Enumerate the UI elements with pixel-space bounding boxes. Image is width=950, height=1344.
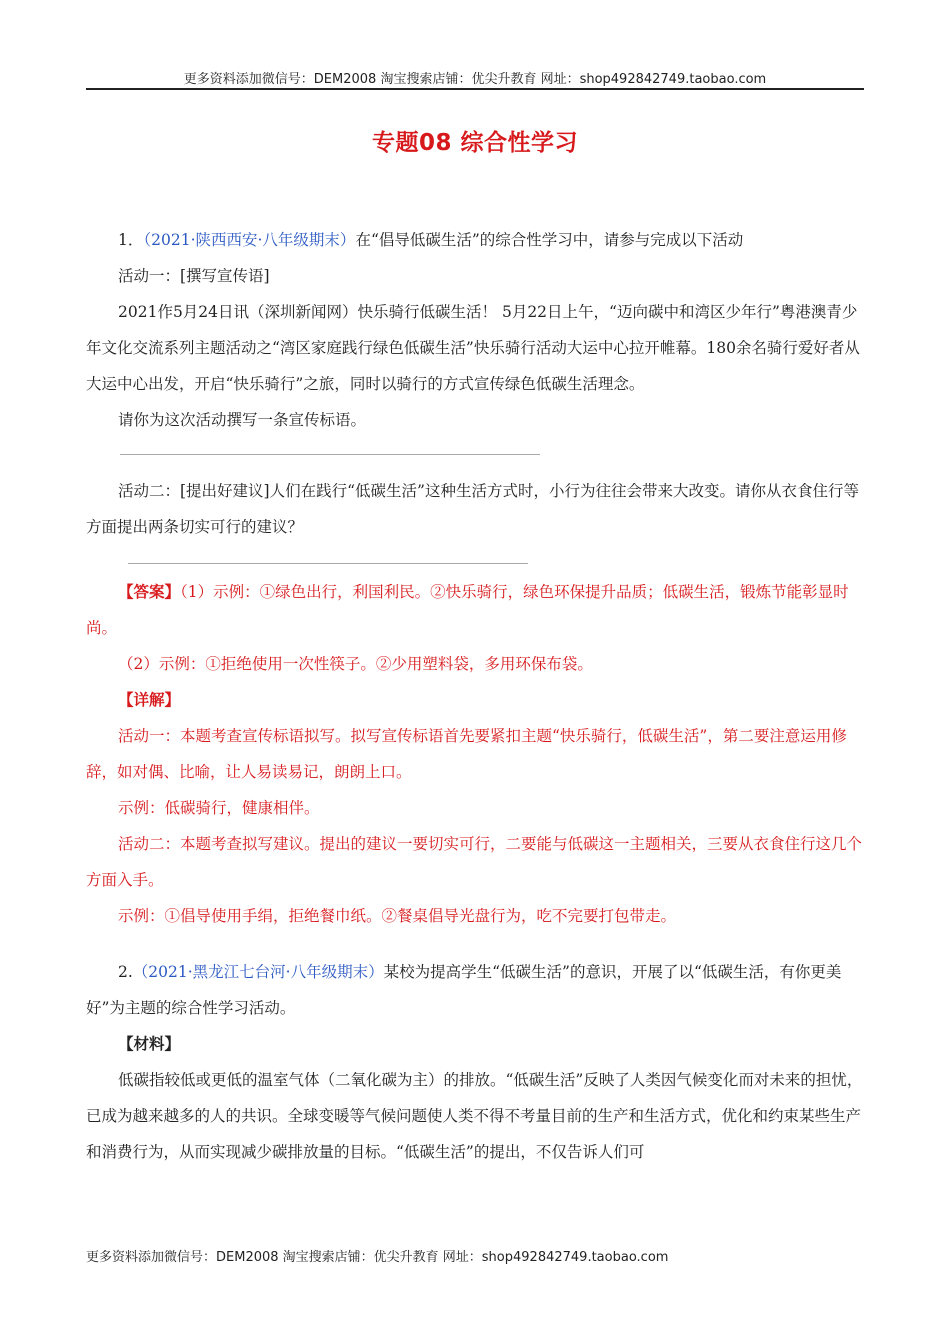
q1-intro-paragraph [86,222,864,258]
q1-detail2: 活动二：本题考查拟写建议。提出的建议一要切实可行，二要能与低碳这一主题相关，三要从衣食住行这几个方面入手。 [86,835,863,889]
q1-passage: 2021作5月24日讯（深圳新闻网）快乐骑行低碳生活！ 5月22日上午，“迈向碳中和湾区少年行”粤港澳青少年文化交流系列主题活动之“湾区家庭践行绿色低碳生活”快乐骑行活动大运中心拉开帷幕。180余名骑行爱好者从大运中心出发，开启“快乐骑行”之旅，同时以骑行的方式宣传绿色低碳生活理念。 [86,303,860,393]
answer-label: 【答案】 [118,582,181,601]
main-content [86,222,864,1170]
q1-activity1-heading: 活动一：[撰写宣传语] [118,267,270,285]
answer-blank-line [120,454,540,455]
q2-intro-paragraph [86,954,864,1026]
q1-detail1-example: 示例：低碳骑行，健康相伴。 [118,799,320,817]
q1-number: 1． [118,231,144,249]
q1-intro: 在“倡导低碳生活”的综合性学习中，请参与完成以下活动 [355,231,744,249]
q2-material: 低碳指较低或更低的温室气体（二氧化碳为主）的排放。“低碳生活”反映了人类因气候变化而对未来的担忧，已成为越来越多的人的共识。全球变暖等气候问题使人类不得不考量目前的生产和生活方式，优化和约束某些生产和消费行为，从而实现减少碳排放量的目标。“低碳生活”的提出，不仅告诉人们可 [86,1071,863,1161]
page-title: 专题08 综合性学习 [371,130,578,156]
q2-source: （2021·黑龙江七台河·八年级期末） [132,963,384,981]
q1-answer2: （2）示例：①拒绝使用一次性筷子。②少用塑料袋，多用环保布袋。 [118,655,593,673]
q1-source: （2021·陕西西安·八年级期末） [143,231,356,249]
q1-answer1: （1）示例：①绿色出行，利国利民。②快乐骑行，绿色环保提升品质；低碳生活，锻炼节能彰显时尚。 [86,583,849,637]
q2-number: 2. [118,963,133,981]
footer-note: 更多资料添加微信号：DEM2008 淘宝搜索店铺：优尖升教育 网址：shop492842749.taobao.com [86,1250,669,1265]
q1-activity1-prompt: 请你为这次活动撰写一条宣传标语。 [118,411,367,429]
q1-activity2: 活动二：[提出好建议]人们在践行“低碳生活”这种生活方式时，小行为往往会带来大改变。请你从衣食住行等方面提出两条切实可行的建议？ [86,482,859,536]
q2-intro: 某校为提高学生“低碳生活”的意识，开展了以“低碳生活，有你更美好”为主题的综合性学习活动。 [86,963,842,1017]
q1-detail1: 活动一：本题考查宣传标语拟写。拟写宣传标语首先要紧扣主题“快乐骑行，低碳生活”，第二要注意运用修辞，如对偶、比喻，让人易读易记，朗朗上口。 [86,727,847,781]
header-divider [86,88,864,90]
answer-blank-line [128,563,528,564]
q1-detail2-example: 示例：①倡导使用手绢，拒绝餐巾纸。②餐桌倡导光盘行为，吃不完要打包带走。 [118,907,677,925]
material-label: 【材料】 [118,1034,181,1053]
detail-label: 【详解】 [118,690,181,709]
header-note: 更多资料添加微信号：DEM2008 淘宝搜索店铺：优尖升教育 网址：shop492842749.taobao.com [183,72,767,87]
q1-answer1-paragraph [86,574,864,646]
section-gap [86,934,864,954]
